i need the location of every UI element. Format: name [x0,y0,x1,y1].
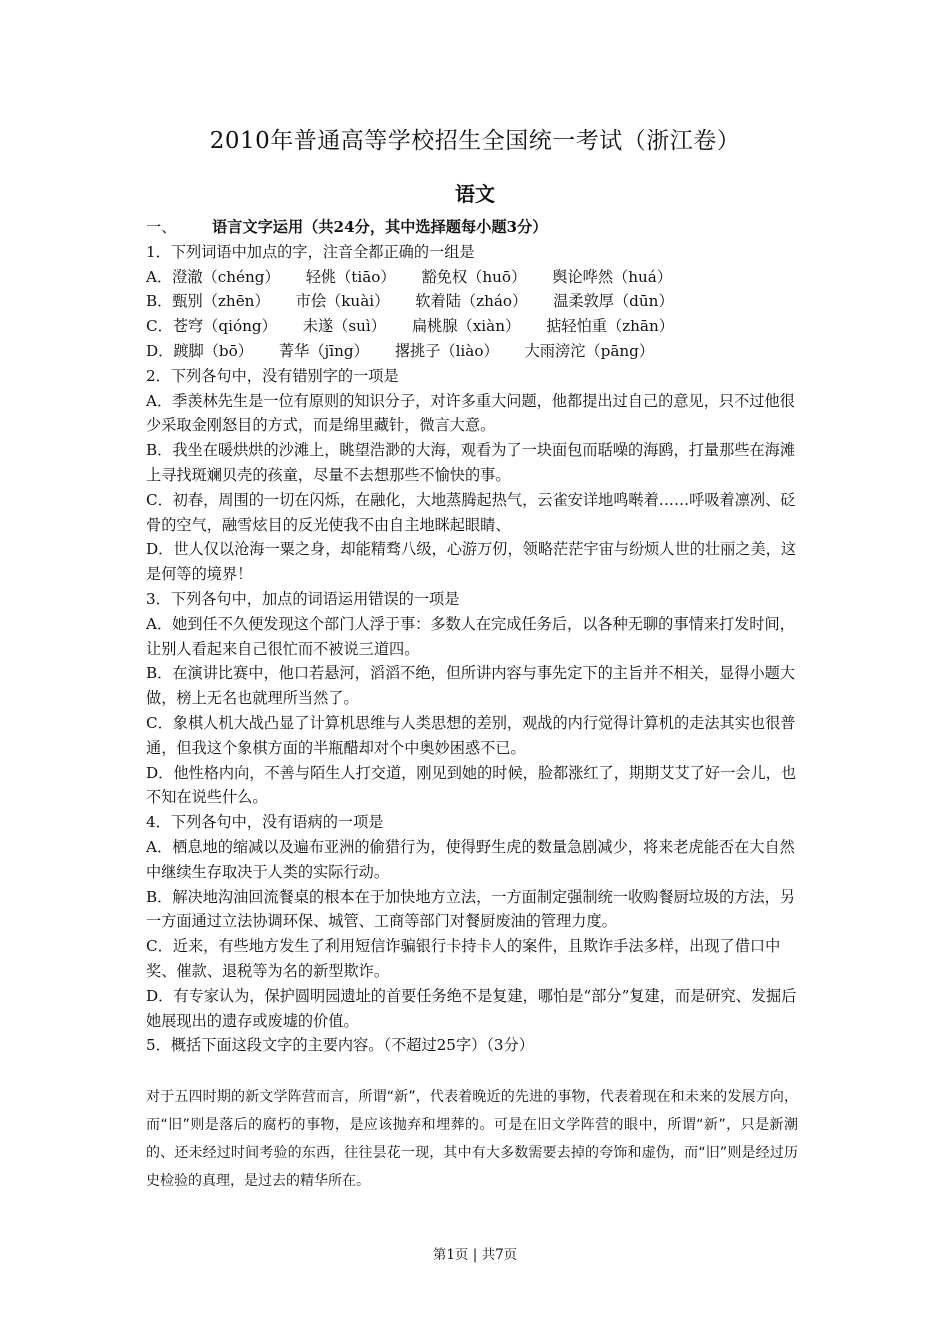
page-footer: 第1页 | 共7页 [432,1247,518,1263]
question-4-option-a: A．栖息地的缩减以及遍布亚洲的偷猎行为，使得野生虎的数量急剧减少，将来老虎能否在大自然中继续生存取决于人类的实际行动。 [146,837,795,881]
question-4-option-b: B．解决地沟油回流餐桌的根本在于加快地方立法，一方面制定强制统一收购餐厨垃圾的方法，另一方面通过立法协调环保、城管、工商等部门对餐厨废油的管理力度。 [146,887,796,931]
question-4-option-d: D．有专家认为，保护圆明园遗址的首要任务绝不是复建，哪怕是“部分”复建，而是研究、发掘后她展现出的遗存或废墟的价值。 [146,986,797,1030]
question-4-stem: 4．下列各句中，没有语病的一项是 [146,813,384,832]
question-2-option-b: B．我坐在暖烘烘的沙滩上，眺望浩渺的大海，观看为了一块面包而聒噪的海鸥，打量那些在海滩上寻找斑斓贝壳的孩童，尽量不去想那些不愉快的事。 [146,441,796,484]
option-item: 轻佻（tiāo） [305,267,396,286]
question-3-option-d: D．他性格内向，不善与陌生人打交道，刚见到她的时候，脸都涨红了，期期艾艾了好一会儿，也不知在说些什么。 [146,763,797,807]
option-item: 大雨滂沱（pāng） [524,341,655,360]
question-1-option-c [146,314,798,339]
question-1-option-a [146,265,798,290]
question-4-option-c: C．近来，有些地方发生了利用短信诈骗银行卡持卡人的案件，且欺诈手法多样，出现了借口中奖、催款、退税等为名的新型欺诈。 [146,937,781,980]
option-item: 菁华（jīng） [278,341,369,360]
question-2-option-a: A．季羡林先生是一位有原则的知识分子，对许多重大问题，他都提出过自己的意见，只不过他很少采取金刚怒目的方式，而是绵里藏针，微言大意。 [146,391,795,435]
question-1-option-d [146,339,798,364]
questions-body [146,215,798,1058]
option-item: 未遂（suì） [302,317,386,336]
exam-title: 2010年普通高等学校招生全国统一考试（浙江卷） [209,128,741,154]
option-item: 市侩（kuài） [295,292,390,311]
question-3-option-c: C．象棋人机大战凸显了计算机思维与人类思想的差别，观战的内行觉得计算机的走法其实也很普通，但我这个象棋方面的半瓶醋却对个中奥妙困惑不已。 [146,713,796,757]
question-5-passage: 对于五四时期的新文学阵营而言，所谓“新”，代表着晚近的先进的事物，代表着现在和未来的发展方向，而“旧”则是落后的腐朽的事物，是应该抛弃和埋葬的。可是在旧文学阵营的眼中，所谓“新”，只是新潮的、还未经过时间考验的东西，往往昙花一现，其中有大多数需要去掉的夸饰和虚伪，而“旧”则是经过历史检验的真理，是过去的精华所在。 [146,1089,798,1189]
question-3-option-a: A．她到任不久便发现这个部门人浮于事：多数人在完成任务后，以各种无聊的事情来打发时间，让别人看起来自己很忙而不被说三道四。 [146,614,795,658]
option-item: C．苍穹（qióng） [146,317,277,336]
option-item: 舆论哗然（huá） [552,267,673,286]
option-item: 温柔敦厚（dūn） [553,292,674,311]
question-3-stem: 3．下列各句中，加点的词语运用错误的一项是 [146,589,460,608]
option-item: 软着陆（zháo） [415,292,528,311]
option-item: D．踱脚（bō） [146,341,253,360]
option-item: 扁桃腺（xiàn） [411,317,521,336]
option-item: 掂轻怕重（zhān） [546,317,674,336]
question-2-option-c: C．初春，周围的一切在闪烁，在融化，大地蒸腾起热气，云雀安详地鸣啭着……呼吸着凛冽、砭骨的空气，融雪炫目的反光使我不由自主地眯起眼睛、 [146,490,796,534]
question-2-option-d: D．世人仅以沧海一粟之身，却能精骛八级，心游万仞，领略茫茫宇宙与纷烦人世的壮丽之美，这是何等的境界！ [146,540,797,584]
subject-heading: 语文 [455,182,495,206]
section-number: 一、 [146,218,177,236]
option-item: B．甄别（zhēn） [146,292,270,311]
question-3-option-b: B．在演讲比赛中，他口若悬河，滔滔不绝，但所讲内容与事先定下的主旨并不相关，显得小题大做，榜上无名也就理所当然了。 [146,664,796,708]
question-1-stem: 1．下列词语中加点的字，注音全都正确的一组是 [146,242,475,261]
section-heading [146,215,798,240]
section-title: 语言文字运用（共24分，其中选择题每小题3分） [212,218,548,236]
question-5-stem: 5．概括下面这段文字的主要内容。（不超过25字）（3分） [146,1036,534,1055]
question-2-stem: 2．下列各句中，没有错别字的一项是 [146,366,399,385]
question-1-option-b [146,289,798,314]
option-item: A．澄澈（chéng） [146,267,280,286]
option-item: 撂挑子（liào） [394,341,499,360]
option-item: 豁免权（huō） [421,267,527,286]
